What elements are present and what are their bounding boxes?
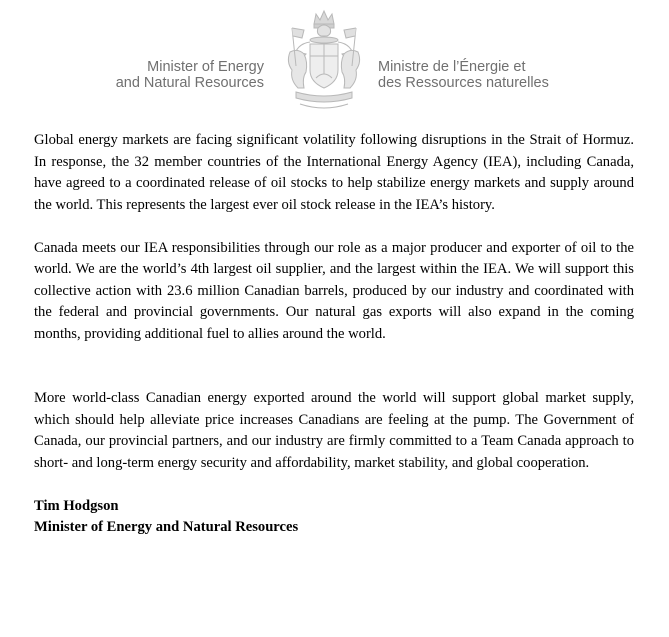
statement-body xyxy=(34,130,634,539)
minister-title-french-line-1: Ministre de l’Énergie et xyxy=(378,59,526,75)
signature-name: Tim Hodgson xyxy=(34,497,119,514)
minister-title-french-line-2: des Ressources naturelles xyxy=(378,75,549,91)
canada-coat-of-arms-icon xyxy=(280,8,368,112)
minister-title-french xyxy=(378,59,549,91)
minister-title-english xyxy=(116,59,264,91)
statement-paragraph-3: More world-class Canadian energy exported around the world will support global market supply, which should help alleviate price increases Canadians are feeling at the pump. The Government of Canada, our provincial partners, and our industry are firmly committed to a Team Canada approach to short- and long-term energy security and affordability, market stability, and global cooperation. xyxy=(34,390,634,471)
statement-paragraph-2: Canada meets our IEA responsibilities through our role as a major producer and exporter of oil to the world. We are the world’s 4th largest oil supplier, and the largest within the IEA. We will support this collective action with 23.6 million Canadian barrels, produced by our industry and coordinated with the federal and provincial governments. Our natural gas exports will also expand in the coming months, providing additional fuel to allies around the world. xyxy=(34,239,634,342)
statement-paragraph-1: Global energy markets are facing significant volatility following disruptions in the Strait of Hormuz. In response, the 32 member countries of the International Energy Agency (IEA), including Canada, have agreed to a coordinated release of oil stocks to help stabilize energy markets and supply around the world. This represents the largest ever oil stock release in the IEA’s history. xyxy=(34,132,634,213)
minister-title-english-line-2: and Natural Resources xyxy=(115,75,264,91)
letterhead xyxy=(0,0,669,120)
signature-title: Minister of Energy and Natural Resources xyxy=(34,519,299,535)
minister-title-english-line-1: Minister of Energy xyxy=(147,59,264,75)
